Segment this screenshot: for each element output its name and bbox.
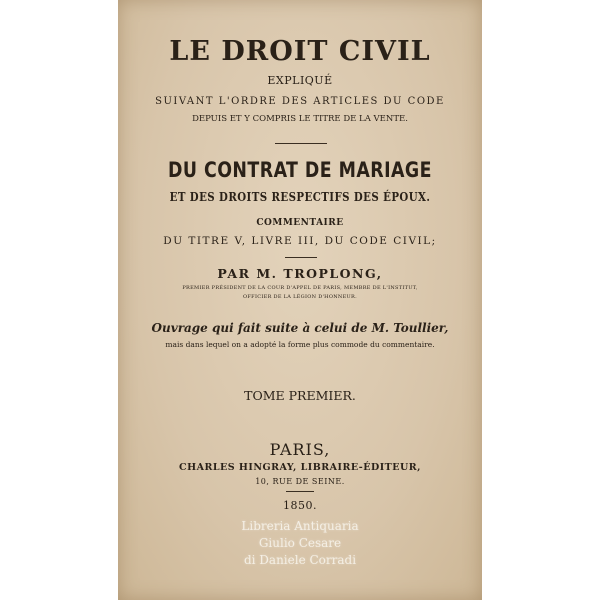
subtitle-line-depuis: DEPUIS ET Y COMPRIS LE TITRE DE LA VENTE. (192, 114, 408, 124)
subtitle-line-suivant: SUIVANT L'ORDRE DES ARTICLES DU CODE (155, 96, 445, 107)
author-name: PAR M. TROPLONG, (217, 266, 383, 281)
watermark-line: Giulio Cesare (258, 536, 342, 550)
imprint-address: 10, RUE DE SEINE. (255, 477, 345, 486)
main-subtitle: ET DES DROITS RESPECTIFS DES ÉPOUX. (169, 190, 431, 204)
watermark-line: Libreria Antiquaria (241, 519, 359, 533)
ouvrage-line-2: mais dans lequel on a adopté la forme plus commode du commentaire. (165, 340, 435, 349)
imprint-publisher: CHARLES HINGRAY, LIBRAIRE-ÉDITEUR, (179, 462, 421, 473)
divider-rule (275, 143, 327, 144)
author-role-line: OFFICIER DE LA LÉGION D'HONNEUR. (243, 294, 357, 300)
book-title: LE DROIT CIVIL (169, 36, 431, 67)
main-title: DU CONTRAT DE MARIAGE (168, 158, 432, 182)
title-page (118, 0, 482, 600)
du-titre-line: DU TITRE V, LIVRE III, DU CODE CIVIL; (163, 235, 437, 247)
imprint-year: 1850. (283, 499, 317, 512)
ouvrage-line: Ouvrage qui fait suite à celui de M. Toullier, (151, 321, 449, 335)
divider-rule (285, 257, 317, 258)
watermark-line: di Daniele Corradi (243, 553, 357, 567)
tome-label: TOME PREMIER. (244, 388, 356, 403)
book-subtitle: EXPLIQUÉ (267, 74, 333, 87)
author-role-line: PREMIER PRÉSIDENT DE LA COUR D'APPEL DE PARIS, MEMBRE DE L'INSTITUT, (182, 285, 418, 291)
divider-rule (286, 491, 314, 492)
commentaire-label: COMMENTAIRE (256, 218, 344, 228)
imprint-city: PARIS, (269, 440, 331, 459)
